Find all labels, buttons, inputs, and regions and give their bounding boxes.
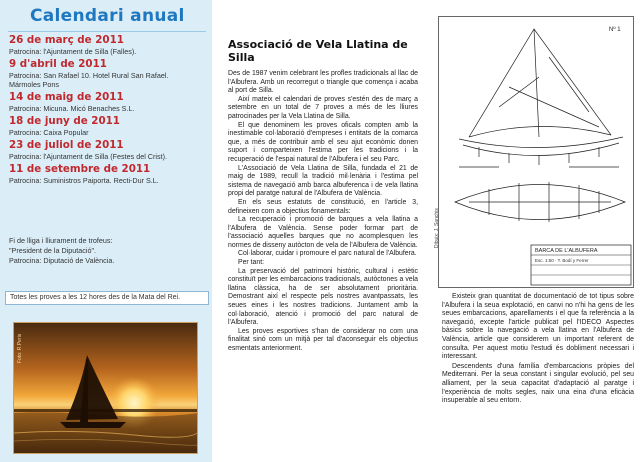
final-award-block <box>9 236 209 266</box>
boat-technical-drawing <box>438 16 634 288</box>
event-sponsor: Patrocina: l'Ajuntament de Silla (Festes del Crist). <box>9 152 167 161</box>
event-sponsor-continued: Mármoles Pons <box>9 80 59 89</box>
drawing-caption: Dibuix: J. Sanchis <box>434 208 440 248</box>
final-award-trophy: "President de la Diputació". <box>9 246 97 255</box>
association-title: Associació de Vela Llatina de Silla <box>228 38 408 64</box>
drawing-number: Nº 1 <box>609 27 621 33</box>
paragraph: El que denominem les proves oficals compten amb la inestimable col·laboració d'empreses i entitats de la comarca que, a més de contribuir amb el seu ajut econòmic donen suport i comparteixen l'estima per les tradicions i la recuperació de l'espai natural de l'Albufera i el seu Parc. <box>228 121 418 163</box>
association-text <box>228 70 418 354</box>
event-sponsor: Patrocina: San Rafael 10. Hotel Rural San Rafael. <box>9 71 169 80</box>
event-date: 14 de maig de 2011 <box>9 91 124 103</box>
paragraph: Des de 1987 venim celebrant les profles tradicionals al llac de l'Albufera. Amb un recorregut o triangle que comença i acaba al port de Silla. <box>228 70 418 95</box>
event-date: 9 d'abril de 2011 <box>9 58 107 70</box>
event-sponsor: Patrocina: l'Ajuntament de Silla (Falles). <box>9 47 137 56</box>
calendar-title-rule <box>8 31 206 32</box>
event-item <box>9 58 214 89</box>
schedule-note: Totes les proves a les 12 hores des de la Mata del Rei. <box>5 291 209 305</box>
sunset-sailboat-photo <box>13 322 198 454</box>
paragraph: Per tant: <box>238 259 265 267</box>
event-date: 18 de juny de 2011 <box>9 115 120 127</box>
paragraph: La recuperació i promoció de barques a vela llatina a l'Albufera de València. Sense poder formar part de l'associació aquelles barques que no acomplesquen les normes de disseny autòcton de vela de l'Albufera de València. <box>228 216 418 249</box>
event-sponsor: Patrocina: Micuna. Micó Benaches S.L. <box>9 104 135 113</box>
event-sponsor: Patrocina: Caixa Popular <box>9 128 89 137</box>
event-item <box>9 91 214 113</box>
drawing-label-title: BARCA DE L'ALBUFERA <box>535 248 598 254</box>
photo-credit: Foto: R.Peris <box>17 333 23 363</box>
final-award-line: Fi de lliga i lliurament de trofeus: <box>9 236 113 245</box>
paragraph: Així mateix el calendari de proves s'estén des de març a setembre en un total de 7 proves a més de les lliures patrocinades per la Vela Llatina de Silla. <box>228 95 418 120</box>
paragraph: Col·laborar, cuidar i promoure el parc natural de l'Albufera. <box>238 250 417 258</box>
event-item <box>9 34 214 56</box>
calendar-events <box>9 34 214 187</box>
event-date: 23 de juliol de 2011 <box>9 139 124 151</box>
final-award-sponsor: Patrocina: Diputació de València. <box>9 256 115 265</box>
event-item <box>9 139 214 161</box>
paragraph: Les proves esportives s'han de considerar no com una finalitat sinó com un mitjà per tal d'aconseguir els objectius esmentats anteriorment. <box>228 327 418 352</box>
drawing-label-detail: Esc. 1:50 · T. Bodí y Ferrer <box>535 258 589 263</box>
event-sponsor: Patrocina: Suministros Paiporta. Recti-Dur S.L. <box>9 176 159 185</box>
calendar-title: Calendari anual <box>30 6 185 26</box>
event-item <box>9 163 214 185</box>
paragraph: La preservació del patrimoni històric, cultural i estètic constituït per les embarcacions tradicionals, autòctones a vela llatina clàssica, ha de ser absolutament prioritària. Demostrant així el respecte pels nostres avantpassats, les seues eines i les nostres tradicions. Juntament amb la col·laboració, atenció i promoció del parc natural de l'Albufera. <box>228 267 418 327</box>
event-date: 11 de setembre de 2011 <box>9 163 151 175</box>
paragraph: L'Associació de Vela Llatina de Silla, fundada el 21 de maig de 1989, recull la tradició mil·lenària i l'estima pel sistema de navegació amb barca albuferenca i de vela llatina propi del paratge natural de l'Albufera de València. <box>228 164 418 198</box>
right-column-text <box>442 293 634 407</box>
event-date: 26 de març de 2011 <box>9 34 124 46</box>
paragraph: Existeix gran quantitat de documentació de tot tipus sobre l'Albufera i la seua explotació, en canvi no n'hi ha gens de les seues embarcacions, aparellaments i el que fa referència a la navegació, excepte l'article publicat pel l'IDECO Aspectes bàsics sobre la navegació a vela llatina en l'Albufera de València, article que considerem un important referent de consulta. Per aquest motiu l'estudi és dobliment necessari i interessant. <box>442 293 634 361</box>
paragraph: En els seus estatuts de constitució, en l'article 3, defineixen com a objectius fonamentals: <box>228 198 418 215</box>
event-item <box>9 115 214 137</box>
paragraph: Descendents d'una família d'embarcacions pròpies del Mediterrani. Per la seua constant i singular evolució, pel seu alliament, per la seua capacitat d'adaptació al paratge i l'experiència de molts segles, naix una eina d'una eficàcia insuperable al seu entorn. <box>442 362 634 405</box>
